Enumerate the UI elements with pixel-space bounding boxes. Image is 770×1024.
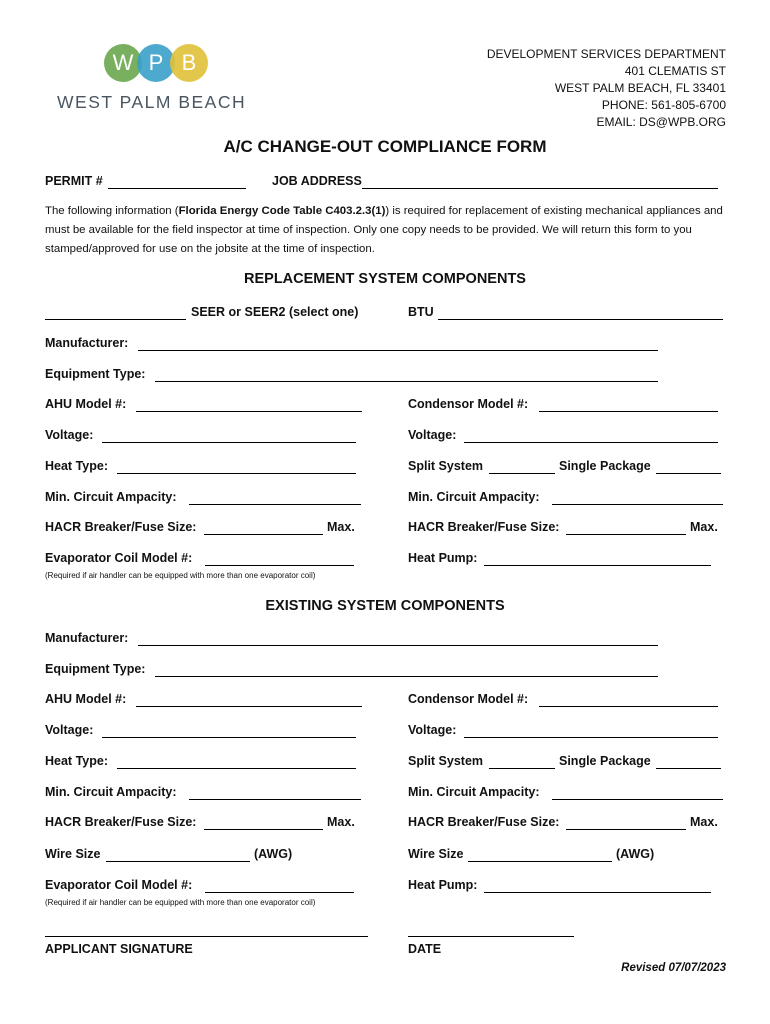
voltage-right-label: Voltage: (408, 428, 457, 442)
single-package-label: Single Package (559, 459, 651, 473)
logo-letter-w: W (112, 50, 134, 75)
min-circuit-left-field[interactable] (189, 504, 361, 505)
existing-condensor-model-field[interactable] (539, 706, 718, 707)
existing-heat-type-field[interactable] (117, 768, 356, 769)
intro-text-2: ) is required for replacement of existing mechanical appliances and must be available for the field inspector at time of inspection. Only one copy needs to be provided. We will return this form to you stamped/approved for use on the jobsite at the time of inspection. (45, 205, 723, 255)
single-package-field[interactable] (656, 473, 721, 474)
manufacturer-label: Manufacturer: (45, 336, 129, 350)
existing-max-left-label: Max. (327, 815, 355, 829)
existing-wire-size-left-field[interactable] (106, 861, 250, 862)
dept-city: WEST PALM BEACH, FL 33401 (554, 81, 726, 95)
existing-single-package-field[interactable] (656, 768, 721, 769)
btu-label: BTU (408, 305, 434, 319)
existing-voltage-right-label: Voltage: (408, 723, 457, 737)
existing-single-package-label: Single Package (559, 754, 651, 768)
existing-hacr-right-field[interactable] (566, 829, 686, 830)
equipment-type-label: Equipment Type: (45, 367, 146, 381)
logo-circle-b (170, 44, 208, 82)
ahu-model-field[interactable] (136, 411, 362, 412)
existing-ahu-model-field[interactable] (136, 706, 362, 707)
evap-coil-field[interactable] (205, 565, 354, 566)
intro-paragraph (45, 202, 725, 259)
existing-evap-coil-field[interactable] (205, 892, 354, 893)
existing-manufacturer-label: Manufacturer: (45, 631, 129, 645)
logo-name: WEST PALM BEACH (57, 92, 247, 112)
permit-label: PERMIT # (45, 174, 103, 188)
heat-type-label: Heat Type: (45, 459, 108, 473)
hacr-right-label: HACR Breaker/Fuse Size: (408, 520, 560, 534)
existing-equipment-type-label: Equipment Type: (45, 662, 146, 676)
revised-date: Revised 07/07/2023 (621, 962, 726, 974)
existing-ahu-model-label: AHU Model #: (45, 692, 127, 706)
min-circuit-left-label: Min. Circuit Ampacity: (45, 490, 177, 504)
existing-hacr-right-label: HACR Breaker/Fuse Size: (408, 815, 560, 829)
existing-split-system-field[interactable] (489, 768, 555, 769)
job-address-field[interactable] (362, 188, 718, 189)
date-field[interactable] (408, 936, 574, 937)
form-title: A/C CHANGE-OUT COMPLIANCE FORM (223, 137, 547, 156)
split-system-label: Split System (408, 459, 484, 473)
logo-letter-b: B (181, 50, 197, 75)
job-address-label: JOB ADDRESS (272, 174, 362, 188)
existing-awg-left-label: (AWG) (254, 847, 293, 861)
existing-equipment-type-field[interactable] (155, 676, 658, 677)
existing-voltage-right-field[interactable] (464, 737, 718, 738)
evap-coil-note: (Required if air handler can be equipped with more than one evaporator coil) (45, 571, 316, 580)
btu-field[interactable] (438, 319, 723, 320)
existing-wire-size-left-label: Wire Size (45, 847, 101, 861)
dept-phone: PHONE: 561-805-6700 (601, 98, 726, 112)
existing-evap-coil-note: (Required if air handler can be equipped with more than one evaporator coil) (45, 898, 316, 907)
signature-label: APPLICANT SIGNATURE (45, 942, 193, 956)
hacr-left-label: HACR Breaker/Fuse Size: (45, 520, 197, 534)
signature-field[interactable] (45, 936, 368, 937)
department-address (487, 46, 726, 131)
existing-split-system-label: Split System (408, 754, 484, 768)
existing-heat-pump-field[interactable] (484, 892, 711, 893)
existing-section-title: EXISTING SYSTEM COMPONENTS (265, 598, 505, 614)
min-circuit-right-label: Min. Circuit Ampacity: (408, 490, 540, 504)
max-left-label: Max. (327, 520, 355, 534)
existing-min-circuit-left-field[interactable] (189, 799, 361, 800)
intro-text-1: The following information ( (45, 205, 179, 217)
existing-evap-coil-label: Evaporator Coil Model #: (45, 878, 193, 892)
existing-voltage-left-label: Voltage: (45, 723, 94, 737)
replacement-section-title: REPLACEMENT SYSTEM COMPONENTS (244, 271, 526, 287)
hacr-right-field[interactable] (566, 534, 686, 535)
equipment-type-field[interactable] (155, 381, 658, 382)
seer-label: SEER or SEER2 (select one) (191, 305, 359, 319)
intro-code-reference: Florida Energy Code Table C403.2.3(1) (178, 205, 386, 217)
seer-field[interactable] (45, 319, 186, 320)
existing-min-circuit-right-label: Min. Circuit Ampacity: (408, 785, 540, 799)
dept-street: 401 CLEMATIS ST (624, 64, 726, 78)
permit-field[interactable] (108, 188, 246, 189)
existing-manufacturer-field[interactable] (138, 645, 658, 646)
split-system-field[interactable] (489, 473, 555, 474)
condensor-model-label: Condensor Model #: (408, 397, 529, 411)
existing-hacr-left-label: HACR Breaker/Fuse Size: (45, 815, 197, 829)
logo-letter-p: P (148, 50, 164, 75)
existing-awg-right-label: (AWG) (616, 847, 655, 861)
voltage-left-field[interactable] (102, 442, 356, 443)
ahu-model-label: AHU Model #: (45, 397, 127, 411)
dept-email: EMAIL: DS@WPB.ORG (596, 115, 726, 129)
existing-voltage-left-field[interactable] (102, 737, 356, 738)
existing-condensor-model-label: Condensor Model #: (408, 692, 529, 706)
heat-type-field[interactable] (117, 473, 356, 474)
heat-pump-label: Heat Pump: (408, 551, 478, 565)
existing-min-circuit-left-label: Min. Circuit Ampacity: (45, 785, 177, 799)
existing-min-circuit-right-field[interactable] (552, 799, 723, 800)
existing-hacr-left-field[interactable] (204, 829, 323, 830)
voltage-right-field[interactable] (464, 442, 718, 443)
voltage-left-label: Voltage: (45, 428, 94, 442)
existing-heat-type-label: Heat Type: (45, 754, 108, 768)
date-label: DATE (408, 942, 442, 956)
existing-heat-pump-label: Heat Pump: (408, 878, 478, 892)
existing-wire-size-right-label: Wire Size (408, 847, 464, 861)
max-right-label: Max. (690, 520, 718, 534)
manufacturer-field[interactable] (138, 350, 658, 351)
heat-pump-field[interactable] (484, 565, 711, 566)
min-circuit-right-field[interactable] (552, 504, 723, 505)
wpb-logo (55, 44, 260, 114)
evap-coil-label: Evaporator Coil Model #: (45, 551, 193, 565)
hacr-left-field[interactable] (204, 534, 323, 535)
existing-wire-size-right-field[interactable] (468, 861, 612, 862)
condensor-model-field[interactable] (539, 411, 718, 412)
dept-name: DEVELOPMENT SERVICES DEPARTMENT (486, 47, 726, 61)
existing-max-right-label: Max. (690, 815, 718, 829)
